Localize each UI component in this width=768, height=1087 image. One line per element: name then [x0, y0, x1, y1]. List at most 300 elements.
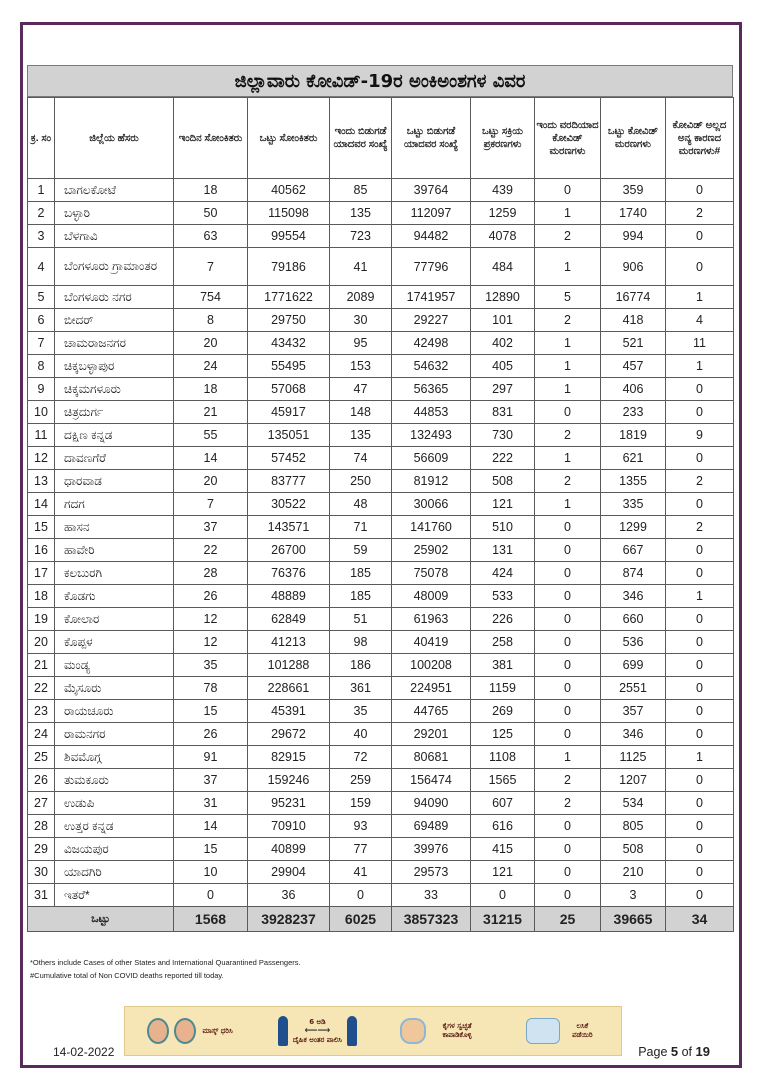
cell-total-deaths: 406: [601, 378, 666, 401]
cell-today-deaths: 0: [535, 700, 601, 723]
cell-today-discharged: 723: [330, 225, 392, 248]
cell-active: 1108: [471, 746, 535, 769]
cell-today-discharged: 72: [330, 746, 392, 769]
cell-today-cases: 10: [174, 861, 248, 884]
cell-district: ಇತರೆ*: [55, 884, 174, 907]
cell-sl: 1: [28, 179, 55, 202]
cell-sl: 29: [28, 838, 55, 861]
table-row: [28, 179, 734, 202]
cell-today-discharged: 135: [330, 424, 392, 447]
totals-active: 31215: [471, 907, 535, 932]
cell-total-cases: 40562: [248, 179, 330, 202]
cell-total-cases: 30522: [248, 493, 330, 516]
cell-today-deaths: 0: [535, 516, 601, 539]
cell-active: 222: [471, 447, 535, 470]
cell-total-cases: 57452: [248, 447, 330, 470]
cell-sl: 23: [28, 700, 55, 723]
cell-district: ಚಾಮರಾಜನಗರ: [55, 332, 174, 355]
cell-today-discharged: 98: [330, 631, 392, 654]
table-row: [28, 677, 734, 700]
cell-today-discharged: 41: [330, 861, 392, 884]
cell-active: 533: [471, 585, 535, 608]
table-row: [28, 815, 734, 838]
cell-total-deaths: 906: [601, 248, 666, 286]
cell-total-cases: 43432: [248, 332, 330, 355]
cell-today-discharged: 41: [330, 248, 392, 286]
cell-active: 424: [471, 562, 535, 585]
cell-today-cases: 15: [174, 700, 248, 723]
totals-deaths: 39665: [601, 907, 666, 932]
cell-today-discharged: 95: [330, 332, 392, 355]
cell-sl: 4: [28, 248, 55, 286]
table-row: [28, 202, 734, 225]
header-today-deaths: ಇಂದು ವರದಿಯಾದ ಕೋವಿಡ್ ಮರಣಗಳು: [535, 98, 601, 179]
cell-total-deaths: 508: [601, 838, 666, 861]
cell-today-deaths: 2: [535, 769, 601, 792]
cell-today-deaths: 1: [535, 202, 601, 225]
cell-total-deaths: 3: [601, 884, 666, 907]
cell-district: ಬೀದರ್: [55, 309, 174, 332]
cell-total-deaths: 994: [601, 225, 666, 248]
cell-total-discharged: 42498: [392, 332, 471, 355]
cell-total-deaths: 16774: [601, 286, 666, 309]
cell-today-discharged: 361: [330, 677, 392, 700]
cell-total-cases: 45391: [248, 700, 330, 723]
cell-total-discharged: 39764: [392, 179, 471, 202]
double-arrow-icon: ⟵⟶: [304, 1025, 331, 1036]
cell-today-discharged: 0: [330, 884, 392, 907]
cell-non-covid-deaths: 0: [666, 861, 734, 884]
cell-total-discharged: 77796: [392, 248, 471, 286]
handwash-icon: [400, 1018, 426, 1044]
cell-sl: 24: [28, 723, 55, 746]
cell-today-deaths: 2: [535, 470, 601, 493]
cell-non-covid-deaths: 0: [666, 815, 734, 838]
cell-active: 831: [471, 401, 535, 424]
cell-non-covid-deaths: 0: [666, 248, 734, 286]
cell-total-deaths: 1125: [601, 746, 666, 769]
cell-total-deaths: 346: [601, 723, 666, 746]
cell-today-discharged: 259: [330, 769, 392, 792]
cell-sl: 10: [28, 401, 55, 424]
cell-active: 484: [471, 248, 535, 286]
cell-sl: 14: [28, 493, 55, 516]
cell-district: ವಿಜಯಪುರ: [55, 838, 174, 861]
cell-active: 121: [471, 861, 535, 884]
cell-today-cases: 18: [174, 179, 248, 202]
cell-sl: 27: [28, 792, 55, 815]
cell-total-discharged: 75078: [392, 562, 471, 585]
cell-today-discharged: 47: [330, 378, 392, 401]
cell-non-covid-deaths: 2: [666, 516, 734, 539]
cell-district: ಬೆಂಗಳೂರು ನಗರ: [55, 286, 174, 309]
cell-today-deaths: 0: [535, 631, 601, 654]
cell-today-cases: 18: [174, 378, 248, 401]
cell-total-cases: 115098: [248, 202, 330, 225]
footnote-non-covid: #Cumulative total of Non COVID deaths reported till today.: [30, 971, 224, 980]
cell-non-covid-deaths: 2: [666, 470, 734, 493]
cell-non-covid-deaths: 0: [666, 378, 734, 401]
table-body: [28, 179, 734, 907]
cell-today-cases: 63: [174, 225, 248, 248]
cell-total-discharged: 33: [392, 884, 471, 907]
cell-today-cases: 26: [174, 723, 248, 746]
cell-total-cases: 36: [248, 884, 330, 907]
cell-active: 510: [471, 516, 535, 539]
cell-non-covid-deaths: 0: [666, 401, 734, 424]
cell-total-cases: 82915: [248, 746, 330, 769]
page-word: Page: [638, 1045, 668, 1059]
cell-today-cases: 37: [174, 516, 248, 539]
table-row: [28, 792, 734, 815]
cell-today-discharged: 185: [330, 585, 392, 608]
cell-today-cases: 7: [174, 248, 248, 286]
cell-total-cases: 62849: [248, 608, 330, 631]
cell-total-cases: 57068: [248, 378, 330, 401]
cell-today-cases: 7: [174, 493, 248, 516]
distance-top-text: 6 ಅಡಿ: [309, 1017, 326, 1026]
cell-total-deaths: 457: [601, 355, 666, 378]
cell-total-cases: 1771622: [248, 286, 330, 309]
covid-awareness-banner: [124, 1006, 622, 1056]
cell-total-discharged: 224951: [392, 677, 471, 700]
person-icon: [347, 1016, 357, 1046]
vaccine-text: ಲಸಿಕೆ ಪಡೆಯಿರಿ: [572, 1022, 593, 1039]
cell-total-discharged: 141760: [392, 516, 471, 539]
cell-total-discharged: 80681: [392, 746, 471, 769]
cell-today-discharged: 186: [330, 654, 392, 677]
cell-total-deaths: 346: [601, 585, 666, 608]
cell-district: ಕೊಡಗು: [55, 585, 174, 608]
cell-today-cases: 24: [174, 355, 248, 378]
table-row: [28, 401, 734, 424]
cell-total-discharged: 40419: [392, 631, 471, 654]
table-row: [28, 884, 734, 907]
table-row: [28, 470, 734, 493]
cell-district: ಚಿಕ್ಕಮಗಳೂರು: [55, 378, 174, 401]
cell-total-deaths: 874: [601, 562, 666, 585]
cell-sl: 30: [28, 861, 55, 884]
cell-active: 121: [471, 493, 535, 516]
report-date: 14-02-2022: [53, 1045, 115, 1059]
vaccine-segment: [526, 1018, 599, 1044]
cell-today-cases: 20: [174, 332, 248, 355]
cell-today-cases: 31: [174, 792, 248, 815]
header-active: ಒಟ್ಟು ಸಕ್ರಿಯ ಪ್ರಕರಣಗಳು: [471, 98, 535, 179]
cell-active: 1259: [471, 202, 535, 225]
totals-today-discharged: 6025: [330, 907, 392, 932]
cell-today-deaths: 0: [535, 815, 601, 838]
cell-today-cases: 35: [174, 654, 248, 677]
cell-total-discharged: 44765: [392, 700, 471, 723]
cell-today-cases: 754: [174, 286, 248, 309]
cell-total-deaths: 1355: [601, 470, 666, 493]
cell-total-discharged: 94482: [392, 225, 471, 248]
table-row: [28, 332, 734, 355]
cell-total-discharged: 25902: [392, 539, 471, 562]
cell-today-discharged: 51: [330, 608, 392, 631]
district-covid-table: [27, 97, 734, 932]
cell-non-covid-deaths: 1: [666, 585, 734, 608]
cell-district: ಮಂಡ್ಯ: [55, 654, 174, 677]
cell-today-deaths: 2: [535, 225, 601, 248]
cell-non-covid-deaths: 0: [666, 884, 734, 907]
table-row: [28, 225, 734, 248]
vaccination-icon: [526, 1018, 560, 1044]
footnotes: [30, 956, 301, 982]
page-current: 5: [670, 1044, 679, 1059]
cell-active: 730: [471, 424, 535, 447]
hands-text: ಕೈಗಳ ಸ್ವಚ್ಛತೆ ಕಾಪಾಡಿಕೊಳ್ಳಿ: [442, 1022, 472, 1039]
cell-total-cases: 95231: [248, 792, 330, 815]
cell-active: 1565: [471, 769, 535, 792]
cell-district: ಶಿವಮೊಗ್ಗ: [55, 746, 174, 769]
cell-district: ಕಲಬುರಗಿ: [55, 562, 174, 585]
cell-district: ರಾಮನಗರ: [55, 723, 174, 746]
cell-active: 12890: [471, 286, 535, 309]
cell-total-discharged: 54632: [392, 355, 471, 378]
table-row: [28, 378, 734, 401]
cell-total-cases: 45917: [248, 401, 330, 424]
cell-today-deaths: 0: [535, 677, 601, 700]
cell-total-discharged: 29227: [392, 309, 471, 332]
page-title: ಜಿಲ್ಲಾವಾರು ಕೋವಿಡ್-19ರ ಅಂಕಿಅಂಶಗಳ ವಿವರ: [27, 65, 733, 97]
cell-total-deaths: 357: [601, 700, 666, 723]
cell-today-cases: 55: [174, 424, 248, 447]
cell-non-covid-deaths: 0: [666, 539, 734, 562]
cell-sl: 31: [28, 884, 55, 907]
totals-discharged: 3857323: [392, 907, 471, 932]
cell-total-deaths: 660: [601, 608, 666, 631]
cell-active: 4078: [471, 225, 535, 248]
cell-total-discharged: 44853: [392, 401, 471, 424]
table-row: [28, 248, 734, 286]
cell-total-cases: 159246: [248, 769, 330, 792]
header-district: ಜಿಲ್ಲೆಯ ಹೆಸರು: [55, 98, 174, 179]
cell-non-covid-deaths: 0: [666, 631, 734, 654]
cell-district: ತುಮಕೂರು: [55, 769, 174, 792]
cell-total-cases: 29672: [248, 723, 330, 746]
cell-district: ಕೊಪ್ಪಳ: [55, 631, 174, 654]
cell-sl: 17: [28, 562, 55, 585]
cell-total-cases: 48889: [248, 585, 330, 608]
cell-sl: 16: [28, 539, 55, 562]
cell-total-cases: 101288: [248, 654, 330, 677]
person-icon: [278, 1016, 288, 1046]
cell-non-covid-deaths: 0: [666, 493, 734, 516]
cell-district: ಯಾದಗಿರಿ: [55, 861, 174, 884]
table-row: [28, 838, 734, 861]
cell-today-cases: 15: [174, 838, 248, 861]
cell-today-cases: 78: [174, 677, 248, 700]
cell-total-deaths: 699: [601, 654, 666, 677]
cell-today-deaths: 1: [535, 355, 601, 378]
cell-sl: 8: [28, 355, 55, 378]
cell-total-deaths: 521: [601, 332, 666, 355]
table-row: [28, 309, 734, 332]
cell-sl: 18: [28, 585, 55, 608]
cell-today-discharged: 30: [330, 309, 392, 332]
cell-total-cases: 26700: [248, 539, 330, 562]
cell-today-discharged: 35: [330, 700, 392, 723]
distance-text: ದೈಹಿಕ ಅಂತರ ಪಾಲಿಸಿ: [292, 1035, 342, 1044]
totals-non-covid: 34: [666, 907, 734, 932]
cell-total-deaths: 805: [601, 815, 666, 838]
cell-non-covid-deaths: 0: [666, 654, 734, 677]
cell-active: 101: [471, 309, 535, 332]
cell-active: 616: [471, 815, 535, 838]
cell-district: ಗದಗ: [55, 493, 174, 516]
cell-total-deaths: 210: [601, 861, 666, 884]
cell-active: 226: [471, 608, 535, 631]
cell-today-deaths: 0: [535, 179, 601, 202]
header-sl: ಕ್ರ. ಸಂ: [28, 98, 55, 179]
cell-sl: 20: [28, 631, 55, 654]
cell-today-discharged: 135: [330, 202, 392, 225]
table-row: [28, 562, 734, 585]
header-non-covid-deaths: ಕೋವಿಡ್ ಅಲ್ಲದ ಅನ್ಯ ಕಾರಣದ ಮರಣಗಳು#: [666, 98, 734, 179]
cell-total-deaths: 621: [601, 447, 666, 470]
cell-today-cases: 28: [174, 562, 248, 585]
cell-non-covid-deaths: 1: [666, 286, 734, 309]
cell-today-deaths: 1: [535, 378, 601, 401]
cell-total-discharged: 29573: [392, 861, 471, 884]
cell-district: ಬಾಗಲಕೋಟೆ: [55, 179, 174, 202]
cell-today-deaths: 0: [535, 539, 601, 562]
cell-district: ಉಡುಪಿ: [55, 792, 174, 815]
cell-today-cases: 91: [174, 746, 248, 769]
totals-today-deaths: 25: [535, 907, 601, 932]
cell-total-cases: 40899: [248, 838, 330, 861]
cell-non-covid-deaths: 0: [666, 700, 734, 723]
cell-non-covid-deaths: 4: [666, 309, 734, 332]
table-row: [28, 286, 734, 309]
cell-total-discharged: 81912: [392, 470, 471, 493]
cell-today-deaths: 2: [535, 309, 601, 332]
cell-today-deaths: 5: [535, 286, 601, 309]
cell-today-discharged: 59: [330, 539, 392, 562]
cell-total-discharged: 61963: [392, 608, 471, 631]
cell-today-cases: 8: [174, 309, 248, 332]
cell-district: ಕೋಲಾರ: [55, 608, 174, 631]
cell-non-covid-deaths: 11: [666, 332, 734, 355]
cell-today-cases: 20: [174, 470, 248, 493]
cell-today-discharged: 93: [330, 815, 392, 838]
mask-segment: [147, 1018, 235, 1044]
cell-total-discharged: 56609: [392, 447, 471, 470]
cell-total-deaths: 2551: [601, 677, 666, 700]
cell-total-discharged: 69489: [392, 815, 471, 838]
cell-sl: 2: [28, 202, 55, 225]
cell-total-discharged: 30066: [392, 493, 471, 516]
header-today-discharged: ಇಂದು ಬಿಡುಗಡೆ ಯಾದವರ ಸಂಖ್ಯೆ: [330, 98, 392, 179]
cell-non-covid-deaths: 1: [666, 746, 734, 769]
masked-face-icon: [147, 1018, 169, 1044]
cell-non-covid-deaths: 0: [666, 723, 734, 746]
table-row: [28, 723, 734, 746]
cell-active: 0: [471, 884, 535, 907]
cell-sl: 5: [28, 286, 55, 309]
totals-total: 3928237: [248, 907, 330, 932]
cell-active: 508: [471, 470, 535, 493]
cell-active: 415: [471, 838, 535, 861]
cell-today-discharged: 153: [330, 355, 392, 378]
cell-total-deaths: 359: [601, 179, 666, 202]
cell-active: 1159: [471, 677, 535, 700]
table-row: [28, 654, 734, 677]
cell-today-discharged: 250: [330, 470, 392, 493]
cell-non-covid-deaths: 0: [666, 447, 734, 470]
cell-sl: 25: [28, 746, 55, 769]
cell-total-discharged: 156474: [392, 769, 471, 792]
cell-total-deaths: 536: [601, 631, 666, 654]
cell-district: ರಾಯಚೂರು: [55, 700, 174, 723]
cell-today-deaths: 0: [535, 585, 601, 608]
cell-sl: 12: [28, 447, 55, 470]
cell-total-deaths: 1299: [601, 516, 666, 539]
cell-district: ಹಾಸನ: [55, 516, 174, 539]
cell-today-deaths: 2: [535, 792, 601, 815]
table-row: [28, 769, 734, 792]
cell-active: 405: [471, 355, 535, 378]
cell-non-covid-deaths: 0: [666, 179, 734, 202]
table-row: [28, 493, 734, 516]
cell-non-covid-deaths: 0: [666, 769, 734, 792]
cell-non-covid-deaths: 0: [666, 838, 734, 861]
cell-sl: 9: [28, 378, 55, 401]
table-row: [28, 746, 734, 769]
mask-text: ಮಾಸ್ಕ್ ಧರಿಸಿ: [202, 1026, 233, 1035]
cell-district: ಮೈಸೂರು: [55, 677, 174, 700]
cell-total-discharged: 48009: [392, 585, 471, 608]
cell-non-covid-deaths: 2: [666, 202, 734, 225]
cell-total-cases: 135051: [248, 424, 330, 447]
cell-active: 607: [471, 792, 535, 815]
header-total-deaths: ಒಟ್ಟು ಕೋವಿಡ್ ಮರಣಗಳು: [601, 98, 666, 179]
cell-today-discharged: 85: [330, 179, 392, 202]
cell-total-cases: 41213: [248, 631, 330, 654]
table-row: [28, 700, 734, 723]
cell-total-discharged: 39976: [392, 838, 471, 861]
cell-today-deaths: 0: [535, 884, 601, 907]
cell-today-discharged: 148: [330, 401, 392, 424]
page-number: [638, 1044, 710, 1059]
table-row: [28, 447, 734, 470]
cell-today-cases: 22: [174, 539, 248, 562]
cell-total-discharged: 94090: [392, 792, 471, 815]
cell-today-deaths: 0: [535, 401, 601, 424]
cell-district: ಚಿತ್ರದುರ್ಗ: [55, 401, 174, 424]
cell-active: 297: [471, 378, 535, 401]
table-row: [28, 585, 734, 608]
cell-district: ಚಿಕ್ಕಬಳ್ಳಾಪುರ: [55, 355, 174, 378]
cell-today-deaths: 1: [535, 248, 601, 286]
cell-non-covid-deaths: 0: [666, 562, 734, 585]
cell-non-covid-deaths: 0: [666, 608, 734, 631]
cell-sl: 13: [28, 470, 55, 493]
cell-today-deaths: 1: [535, 447, 601, 470]
cell-active: 258: [471, 631, 535, 654]
cell-total-cases: 70910: [248, 815, 330, 838]
cell-total-discharged: 112097: [392, 202, 471, 225]
cell-total-discharged: 100208: [392, 654, 471, 677]
cell-today-deaths: 0: [535, 562, 601, 585]
table-row: [28, 539, 734, 562]
cell-district: ಬಳ್ಳಾರಿ: [55, 202, 174, 225]
cell-today-deaths: 2: [535, 424, 601, 447]
cell-sl: 15: [28, 516, 55, 539]
cell-today-cases: 12: [174, 608, 248, 631]
